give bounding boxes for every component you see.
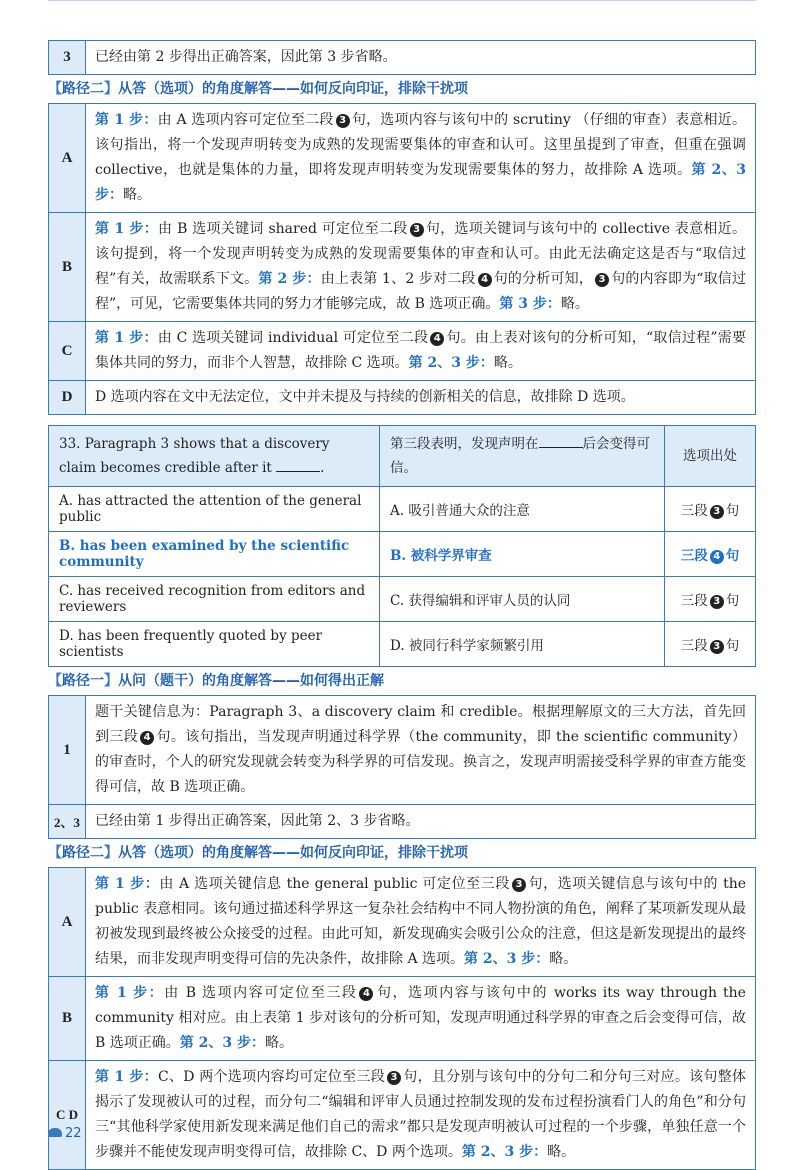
q32-path2-table — [48, 103, 756, 415]
table-row — [49, 381, 756, 415]
option-analysis: D 选项内容在文中无法定位，文中并未提及与持续的创新相关的信息，故排除 D 选项。 — [86, 381, 756, 415]
option-chinese: D. 被同行科学家频繁引用 — [380, 622, 665, 667]
step-label: 2、3 — [49, 805, 86, 839]
q33-path2-table — [48, 867, 756, 1170]
option-row-c — [49, 577, 756, 622]
option-analysis: 第 1 步：C、D 两个选项内容均可定位至三段 3 句，且分别与该句中的分句二和分句三对应。该句整体揭示了发现被认可的过程，而分句二“编辑和评审人员通过控制发现的发布过程扮演看门人的角色”和分句三“其他科学家使用新发现来满足他们自己的需求”都只是发现声明被认可过程的一个步骤，单独任意一个步骤并不能使发现声明变得可信，故排除 C、D 两个选项。第 2、3 步：略。 — [86, 1061, 756, 1170]
page-number: 22 — [65, 1126, 82, 1141]
option-row-d — [49, 622, 756, 667]
circled-number-icon: 3 — [710, 505, 724, 519]
circled-number-icon: 3 — [512, 878, 526, 892]
option-analysis: 第 1 步：由 B 选项关键词 shared 可定位至二段 3 句，选项关键词与该句中的 collective 表意相近。该句提到，将一个发现声明转变为成熟的发现需要集体的审查和认可。由此无法确定这是否与“取信过程”有关，故需联系下文。第 2 步：由上表第 1、2 步对二段 4 句的分析可知， 3 句的内容即为“取信过程”，可见，它需要集体共同的努力才能够完成，故 B 选项正确。第 3 步：略。 — [86, 213, 756, 322]
table-row — [49, 104, 756, 213]
option-chinese: A. 吸引普通大众的注意 — [380, 487, 665, 532]
step-label: 3 — [49, 41, 86, 75]
option-english: A. has attracted the attention of the general public — [49, 487, 380, 532]
circled-number-icon: 3 — [410, 223, 424, 237]
option-analysis: 第 1 步：由 A 选项关键信息 the general public 可定位至三段 3 句，选项关键信息与该句中的 the public 表意相同。该句通过描述科学界这一复杂社会结构中不同人物扮演的角色，阐释了某项新发现从最初被发现到最终被公众接受的过程。由此可知，新发现确实会吸引公众的注意，但这是新发现提出的最终结果，而非发现声明变得可信的先决条件，故排除 A 选项。第 2、3 步：略。 — [86, 868, 756, 977]
option-english: D. has been frequently quoted by peer scientists — [49, 622, 380, 667]
q33-options-table — [48, 425, 756, 667]
question-english: 33. Paragraph 3 shows that a discovery claim becomes credible after it . — [49, 426, 380, 487]
question-chinese: 第三段表明，发现声明在 后会变得可信。 — [380, 426, 665, 487]
book-icon — [48, 1128, 62, 1137]
circled-number-icon: 3 — [710, 595, 724, 609]
option-analysis: 第 1 步：由 A 选项内容可定位至二段 3 句，选项内容与该句中的 scrutiny （仔细的审查）表意相近。该句指出，将一个发现声明转变为成熟的发现需要集体的审查和认可。这里虽提到了审查，但重在强调 collective，也就是集体的力量，即将发现声明转变为发现需要集体的努力，故排除 A 选项。第 2、3 步：略。 — [86, 104, 756, 213]
circled-number-icon: 3 — [595, 273, 609, 287]
option-source: 三段 4 句 — [665, 532, 756, 577]
option-analysis: 第 1 步：由 C 选项关键词 individual 可定位至二段 4 句。由上表对该句的分析可知，“取信过程”需要集体共同的努力，而非个人智慧，故排除 C 选项。第 2、3 步：略。 — [86, 322, 756, 381]
table-row — [49, 41, 756, 75]
table-row — [49, 1061, 756, 1170]
section-heading: 【路径一】从问（题干）的角度解答——如何得出正解 — [48, 673, 384, 689]
option-source: 三段 3 句 — [665, 622, 756, 667]
option-row-a — [49, 487, 756, 532]
answer-blank — [539, 433, 583, 448]
prev-path-table — [48, 40, 756, 75]
table-row — [49, 868, 756, 977]
circled-number-icon: 4 — [430, 332, 444, 346]
option-label: D — [49, 381, 86, 415]
page-content — [48, 0, 756, 1170]
circled-number-icon: 4 — [478, 273, 492, 287]
option-source: 三段 3 句 — [665, 577, 756, 622]
section-heading: 【路径二】从答（选项）的角度解答——如何反向印证，排除干扰项 — [48, 845, 468, 861]
option-chinese: C. 获得编辑和评审人员的认同 — [380, 577, 665, 622]
circled-number-icon: 4 — [359, 987, 373, 1001]
step-label: 1 — [49, 696, 86, 805]
option-chinese: B. 被科学界审查 — [380, 532, 665, 577]
option-english: B. has been examined by the scientific community — [49, 532, 380, 577]
option-english: C. has received recognition from editors and reviewers — [49, 577, 380, 622]
option-label: B — [49, 213, 86, 322]
table-row — [49, 805, 756, 839]
table-row — [49, 696, 756, 805]
option-label: C — [49, 322, 86, 381]
option-label: C D — [49, 1061, 86, 1170]
option-label: B — [49, 977, 86, 1061]
option-label: A — [49, 868, 86, 977]
page-footer — [48, 1126, 82, 1141]
circled-number-icon: 3 — [710, 640, 724, 654]
circled-number-icon: 3 — [336, 114, 350, 128]
table-header-row — [49, 426, 756, 487]
table-row — [49, 213, 756, 322]
circled-number-icon: 3 — [387, 1071, 401, 1085]
answer-blank — [276, 457, 320, 472]
option-label: A — [49, 104, 86, 213]
section-heading: 【路径二】从答（选项）的角度解答——如何反向印证，排除干扰项 — [48, 81, 468, 97]
option-analysis: 第 1 步：由 B 选项内容可定位至三段 4 句，选项内容与该句中的 works its way through the community 相对应。由上表第 1 步对该句的分析可知，发现声明通过科学界的审查之后会变得可信，故 B 选项正确。第 2、3 步：略。 — [86, 977, 756, 1061]
circled-number-icon: 4 — [710, 550, 724, 564]
option-row-b — [49, 532, 756, 577]
source-header: 选项出处 — [665, 426, 756, 487]
option-source: 三段 3 句 — [665, 487, 756, 532]
table-row — [49, 977, 756, 1061]
circled-number-icon: 4 — [140, 731, 154, 745]
step-text: 已经由第 1 步得出正确答案，因此第 2、3 步省略。 — [86, 805, 756, 839]
table-row — [49, 322, 756, 381]
step-text: 题干关键信息为：Paragraph 3、a discovery claim 和 credible。根据理解原文的三大方法，首先回到三段 4 句。该句指出，当发现声明通过科学界（the community，即 the scientific community）的审查时，个人的研究发现就会转变为科学界的可信发现。换言之，发现声明需接受科学界的审查方能变得可信，故 B 选项正确。 — [86, 696, 756, 805]
step-text: 已经由第 2 步得出正确答案，因此第 3 步省略。 — [86, 41, 756, 75]
q33-path1-table — [48, 695, 756, 839]
